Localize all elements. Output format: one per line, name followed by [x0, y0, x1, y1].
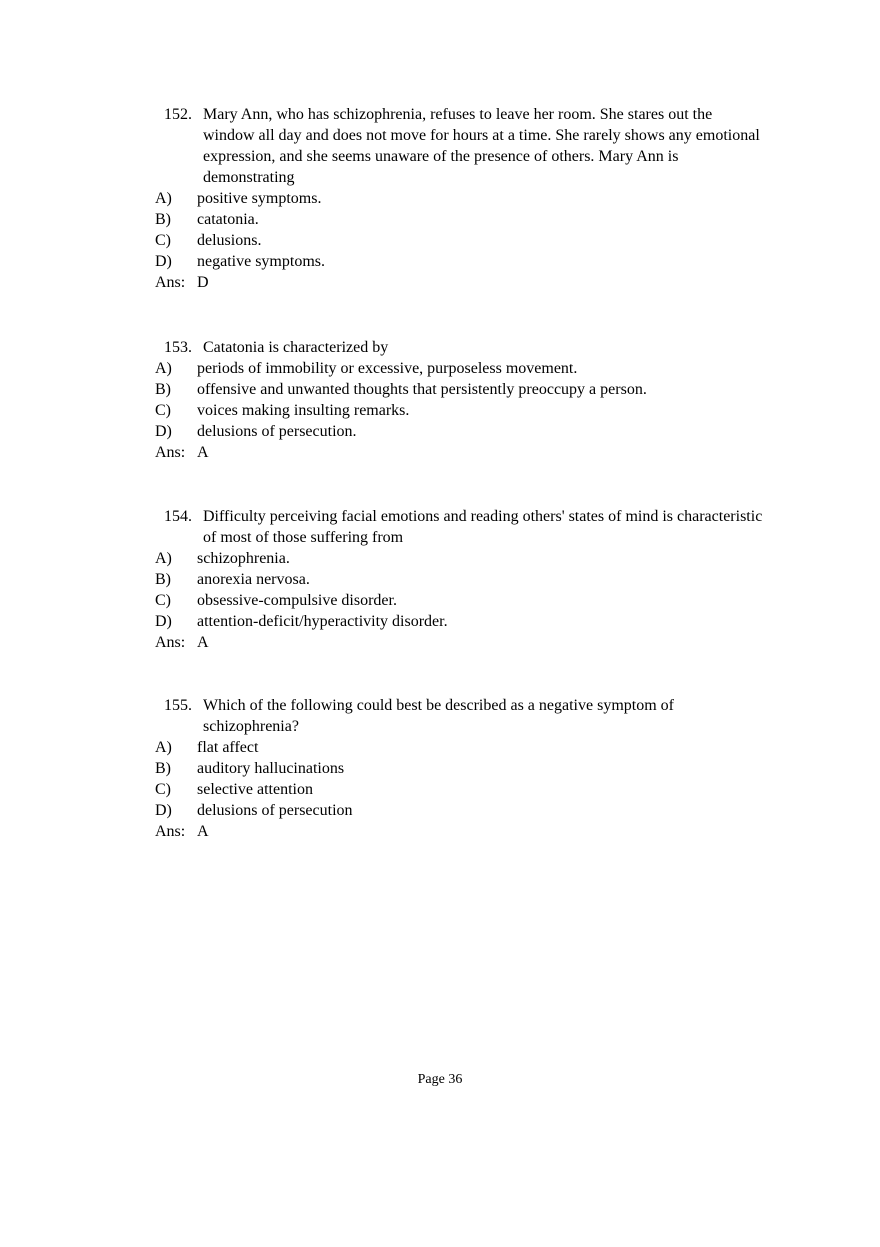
question-stem — [0, 506, 763, 548]
option-b — [0, 569, 880, 590]
option-a — [0, 737, 880, 758]
question-number: 155. — [164, 697, 192, 714]
answer-value: D — [197, 274, 209, 291]
option-text: schizophrenia. — [197, 550, 290, 567]
option-d — [0, 251, 880, 272]
option-text: obsessive-compulsive disorder. — [197, 592, 397, 609]
answer-value: A — [197, 444, 209, 461]
question-stem — [0, 104, 763, 188]
option-b — [0, 209, 880, 230]
answer-value: A — [197, 634, 209, 651]
option-text: auditory hallucinations — [197, 760, 345, 777]
option-letter: C) — [155, 592, 171, 609]
option-text: attention-deficit/hyperactivity disorder. — [197, 613, 448, 630]
option-text: delusions of persecution — [197, 802, 353, 819]
question-text: Difficulty perceiving facial emotions and reading others' states of mind is characteristic of most of those suffering from — [203, 508, 763, 546]
option-text: catatonia. — [197, 211, 259, 228]
option-letter: C) — [155, 402, 171, 419]
option-letter: C) — [155, 232, 171, 249]
option-a — [0, 188, 880, 209]
option-text: flat affect — [197, 739, 259, 756]
option-d — [0, 421, 880, 442]
question-155 — [0, 695, 880, 842]
option-text: offensive and unwanted thoughts that persistently preoccupy a person. — [197, 381, 647, 398]
option-c — [0, 779, 880, 800]
option-letter: B) — [155, 571, 171, 588]
option-a — [0, 548, 880, 569]
answer — [0, 272, 880, 293]
option-letter: A) — [155, 739, 172, 756]
answer-value: A — [197, 823, 209, 840]
option-letter: B) — [155, 381, 171, 398]
question-152 — [0, 104, 880, 293]
answer-label: Ans: — [155, 823, 186, 840]
option-b — [0, 758, 880, 779]
option-c — [0, 590, 880, 611]
question-text: Which of the following could best be described as a negative symptom of schizophrenia? — [203, 697, 674, 735]
option-letter: D) — [155, 613, 172, 630]
option-letter: D) — [155, 802, 172, 819]
option-letter: C) — [155, 781, 171, 798]
option-letter: A) — [155, 360, 172, 377]
answer — [0, 632, 880, 653]
answer — [0, 821, 880, 842]
option-c — [0, 400, 880, 421]
option-letter: D) — [155, 423, 172, 440]
option-text: positive symptoms. — [197, 190, 322, 207]
option-letter: D) — [155, 253, 172, 270]
option-text: voices making insulting remarks. — [197, 402, 410, 419]
question-153 — [0, 337, 880, 463]
option-text: delusions. — [197, 232, 262, 249]
option-a — [0, 358, 880, 379]
option-text: negative symptoms. — [197, 253, 325, 270]
option-d — [0, 611, 880, 632]
question-154 — [0, 506, 880, 653]
option-letter: A) — [155, 190, 172, 207]
option-b — [0, 379, 880, 400]
question-number: 152. — [164, 106, 192, 123]
option-c — [0, 230, 880, 251]
question-number: 153. — [164, 339, 192, 356]
option-text: delusions of persecution. — [197, 423, 357, 440]
option-text: anorexia nervosa. — [197, 571, 310, 588]
option-d — [0, 800, 880, 821]
page-number: Page 36 — [417, 1072, 463, 1087]
question-text: Mary Ann, who has schizophrenia, refuses to leave her room. She stares out the window all day and does not move for hours at a time. She rarely shows any emotional expression, and she seems unaware of the presence of others. Mary Ann is demonstrating — [203, 106, 760, 186]
question-stem — [0, 695, 763, 737]
question-stem — [0, 337, 763, 358]
answer-label: Ans: — [155, 444, 186, 461]
option-letter: B) — [155, 211, 171, 228]
option-letter: B) — [155, 760, 171, 777]
answer-label: Ans: — [155, 274, 186, 291]
answer-label: Ans: — [155, 634, 186, 651]
option-text: periods of immobility or excessive, purposeless movement. — [197, 360, 578, 377]
question-number: 154. — [164, 508, 192, 525]
option-text: selective attention — [197, 781, 313, 798]
question-text: Catatonia is characterized by — [203, 339, 389, 356]
option-letter: A) — [155, 550, 172, 567]
answer — [0, 442, 880, 463]
